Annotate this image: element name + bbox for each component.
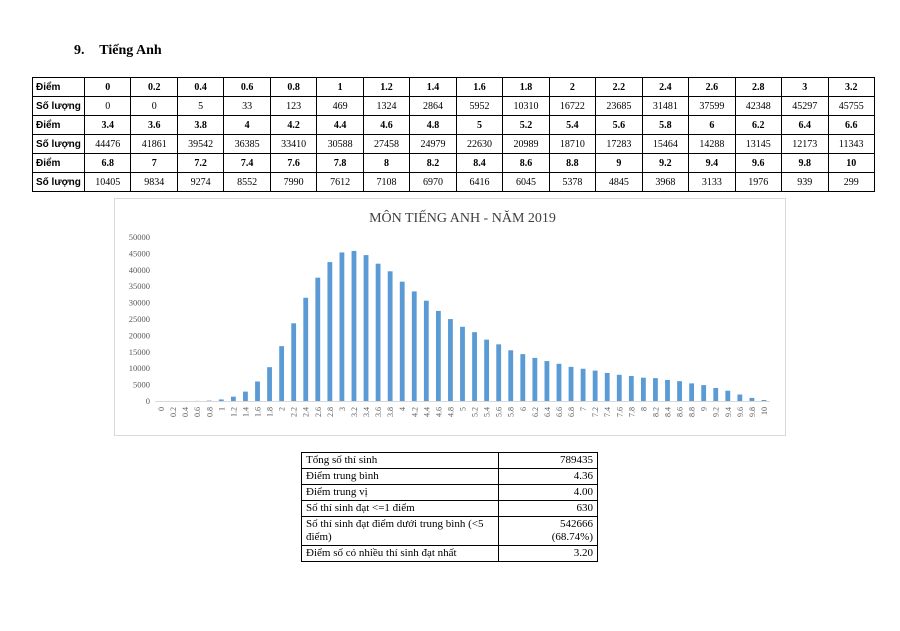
score-cell: 9 — [596, 154, 642, 173]
count-cell: 7108 — [363, 173, 409, 192]
y-tick-label: 0 — [145, 396, 150, 406]
score-histogram-chart — [114, 198, 786, 436]
y-tick-label: 20000 — [128, 330, 150, 341]
x-tick-label: 4.6 — [434, 407, 444, 417]
count-cell: 45755 — [828, 97, 875, 116]
score-row-label: Điểm — [33, 154, 85, 173]
score-cell: 4 — [224, 116, 270, 135]
count-cell: 45297 — [782, 97, 828, 116]
score-cell: 3 — [782, 78, 828, 97]
score-cell: 6.4 — [782, 116, 828, 135]
x-tick-label: 5.6 — [494, 407, 504, 417]
count-cell: 27458 — [363, 135, 409, 154]
bar — [388, 271, 393, 401]
summary-row — [302, 517, 598, 546]
count-cell: 5952 — [456, 97, 502, 116]
score-cell: 3.8 — [177, 116, 223, 135]
x-tick-label: 5.4 — [482, 407, 492, 417]
score-cell: 6.2 — [735, 116, 781, 135]
summary-label: Số thí sinh đạt <=1 điểm — [302, 501, 499, 517]
count-cell: 123 — [270, 97, 316, 116]
score-cell: 2.4 — [642, 78, 688, 97]
bar — [412, 291, 417, 401]
bar — [737, 395, 742, 401]
score-cell: 8 — [363, 154, 409, 173]
count-cell: 18710 — [549, 135, 595, 154]
bar — [448, 319, 453, 401]
count-cell: 0 — [131, 97, 177, 116]
summary-value-main: 4.00 — [573, 486, 593, 498]
bar — [327, 262, 332, 401]
score-cell: 9.8 — [782, 154, 828, 173]
bar — [593, 371, 598, 401]
x-tick-label: 6.2 — [530, 407, 540, 417]
count-cell: 9274 — [177, 173, 223, 192]
count-cell: 16722 — [549, 97, 595, 116]
count-cell: 6045 — [503, 173, 549, 192]
x-tick-label: 0 — [157, 407, 167, 411]
count-cell: 9834 — [131, 173, 177, 192]
chart-title: MÔN TIẾNG ANH - NĂM 2019 — [369, 211, 556, 226]
count-cell: 1324 — [363, 97, 409, 116]
score-row-label: Điểm — [33, 78, 85, 97]
score-cell: 1.2 — [363, 78, 409, 97]
x-tick-label: 1.6 — [253, 407, 263, 417]
x-tick-label: 4 — [398, 407, 408, 411]
bar — [279, 346, 284, 401]
x-tick-label: 0.8 — [205, 407, 215, 417]
x-tick-label: 2.8 — [325, 407, 335, 417]
y-tick-label: 40000 — [128, 264, 150, 275]
summary-row — [302, 501, 598, 517]
count-cell: 14288 — [689, 135, 735, 154]
score-cell: 5 — [456, 116, 502, 135]
bar — [267, 367, 272, 401]
x-tick-label: 9 — [699, 407, 709, 411]
x-tick-label: 8.6 — [675, 407, 685, 417]
count-cell: 5378 — [549, 173, 595, 192]
score-cell: 6 — [689, 116, 735, 135]
summary-value — [499, 469, 598, 485]
score-row — [33, 78, 875, 97]
score-cell: 3.6 — [131, 116, 177, 135]
count-cell: 299 — [828, 173, 875, 192]
bar — [460, 327, 465, 401]
x-tick-label: 7.8 — [627, 407, 637, 417]
x-tick-label: 1.8 — [265, 407, 275, 417]
bar — [219, 399, 224, 401]
count-row — [33, 135, 875, 154]
x-tick-label: 2.4 — [301, 407, 311, 417]
score-cell: 2.2 — [596, 78, 642, 97]
bar — [677, 381, 682, 401]
x-tick-label: 7 — [579, 407, 589, 411]
bar — [484, 340, 489, 401]
count-cell: 33410 — [270, 135, 316, 154]
bar — [520, 354, 525, 401]
score-cell: 7.6 — [270, 154, 316, 173]
summary-value-main: 789435 — [560, 454, 593, 466]
summary-value-main: 542666 — [560, 518, 593, 530]
score-cell: 4.4 — [317, 116, 363, 135]
count-row — [33, 173, 875, 192]
bar — [725, 391, 730, 401]
count-cell: 22630 — [456, 135, 502, 154]
summary-value — [499, 517, 598, 546]
score-cell: 1.4 — [410, 78, 456, 97]
count-cell: 13145 — [735, 135, 781, 154]
score-cell: 1 — [317, 78, 363, 97]
score-cell: 3.4 — [85, 116, 131, 135]
score-cell: 1.6 — [456, 78, 502, 97]
score-cell: 4.8 — [410, 116, 456, 135]
score-row — [33, 154, 875, 173]
score-cell: 8.4 — [456, 154, 502, 173]
count-cell: 23685 — [596, 97, 642, 116]
x-tick-label: 3.4 — [362, 407, 372, 417]
x-tick-label: 2.2 — [289, 407, 299, 417]
count-cell: 44476 — [85, 135, 131, 154]
summary-value-main: 630 — [576, 502, 593, 514]
bar — [665, 380, 670, 401]
summary-value — [499, 453, 598, 469]
x-tick-label: 7.2 — [591, 407, 601, 417]
score-cell: 0.8 — [270, 78, 316, 97]
score-cell: 6.6 — [828, 116, 875, 135]
bar — [581, 369, 586, 401]
x-tick-label: 5.8 — [506, 407, 516, 417]
x-tick-label: 8.2 — [651, 407, 661, 417]
bar — [472, 332, 477, 401]
x-tick-label: 3.8 — [386, 407, 396, 417]
x-tick-label: 7.6 — [615, 407, 625, 417]
count-cell: 8552 — [224, 173, 270, 192]
bar — [340, 252, 345, 401]
count-cell: 4845 — [596, 173, 642, 192]
bar — [496, 344, 501, 401]
bar — [689, 383, 694, 401]
x-tick-label: 1.4 — [241, 407, 251, 417]
x-tick-label: 7.4 — [603, 407, 613, 417]
score-cell: 5.6 — [596, 116, 642, 135]
bar — [545, 361, 550, 401]
score-cell: 7 — [131, 154, 177, 173]
x-tick-label: 0.6 — [193, 407, 203, 417]
score-cell: 9.4 — [689, 154, 735, 173]
x-tick-label: 5 — [458, 407, 468, 411]
y-tick-label: 5000 — [133, 379, 150, 390]
x-tick-label: 1 — [217, 407, 227, 411]
y-tick-label: 50000 — [128, 232, 150, 242]
count-cell: 30588 — [317, 135, 363, 154]
score-cell: 2.8 — [735, 78, 781, 97]
bar — [424, 301, 429, 401]
x-tick-label: 9.2 — [711, 407, 721, 417]
x-tick-label: 3.2 — [349, 407, 359, 417]
score-row-label: Điểm — [33, 116, 85, 135]
count-cell: 7612 — [317, 173, 363, 192]
x-tick-label: 6 — [518, 407, 528, 411]
summary-label: Tổng số thí sinh — [302, 453, 499, 469]
bar — [629, 376, 634, 401]
count-cell: 469 — [317, 97, 363, 116]
x-tick-label: 4.8 — [446, 407, 456, 417]
count-cell: 3968 — [642, 173, 688, 192]
x-tick-label: 3 — [337, 407, 347, 411]
y-tick-label: 35000 — [128, 281, 150, 292]
count-row-label: Số lượng — [33, 97, 85, 116]
summary-stats-table — [301, 452, 598, 562]
bar — [750, 398, 755, 401]
count-cell: 39542 — [177, 135, 223, 154]
summary-row — [302, 469, 598, 485]
y-tick-label: 10000 — [128, 363, 150, 374]
y-tick-label: 30000 — [128, 297, 150, 308]
score-cell: 7.4 — [224, 154, 270, 173]
score-cell: 0 — [85, 78, 131, 97]
chart-svg — [115, 199, 785, 435]
count-cell: 17283 — [596, 135, 642, 154]
score-cell: 7.8 — [317, 154, 363, 173]
y-tick-label: 15000 — [128, 346, 150, 357]
score-cell: 5.8 — [642, 116, 688, 135]
summary-value — [499, 546, 598, 562]
count-cell: 11343 — [828, 135, 875, 154]
bar — [303, 298, 308, 401]
summary-label: Số thí sinh đạt điểm dưới trung bình (<5 điểm) — [302, 517, 499, 546]
score-distribution-table — [32, 77, 875, 192]
x-tick-label: 4.4 — [422, 407, 432, 417]
score-cell: 9.2 — [642, 154, 688, 173]
x-tick-label: 8.4 — [663, 407, 673, 417]
count-cell: 10310 — [503, 97, 549, 116]
bar — [243, 392, 248, 401]
x-tick-label: 6.6 — [554, 407, 564, 417]
bar — [557, 364, 562, 401]
score-cell: 4.2 — [270, 116, 316, 135]
bar — [713, 388, 718, 401]
bar — [701, 385, 706, 401]
score-cell: 5.2 — [503, 116, 549, 135]
summary-value-percent: (68.74%) — [551, 531, 593, 543]
section-heading — [74, 43, 162, 59]
x-tick-label: 6.8 — [567, 407, 577, 417]
x-tick-label: 5.2 — [470, 407, 480, 417]
bar — [508, 350, 513, 401]
x-tick-label: 0.4 — [181, 407, 191, 417]
summary-value — [499, 485, 598, 501]
x-tick-label: 10 — [759, 407, 769, 415]
count-cell: 36385 — [224, 135, 270, 154]
score-cell: 6.8 — [85, 154, 131, 173]
count-cell: 0 — [85, 97, 131, 116]
bar — [231, 397, 236, 401]
x-tick-label: 8 — [639, 407, 649, 411]
section-number: 9. — [74, 43, 85, 58]
bar — [352, 251, 357, 401]
bar — [315, 278, 320, 401]
count-cell: 37599 — [689, 97, 735, 116]
bar — [255, 381, 260, 401]
x-tick-label: 2.6 — [313, 407, 323, 417]
score-cell: 4.6 — [363, 116, 409, 135]
bar — [617, 375, 622, 401]
score-cell: 10 — [828, 154, 875, 173]
count-cell: 20989 — [503, 135, 549, 154]
x-tick-label: 0.2 — [169, 407, 179, 417]
summary-label: Điểm trung vị — [302, 485, 499, 501]
bar — [653, 378, 658, 401]
summary-label: Điểm số có nhiều thí sinh đạt nhất — [302, 546, 499, 562]
score-cell: 7.2 — [177, 154, 223, 173]
x-tick-label: 4.2 — [410, 407, 420, 417]
count-cell: 7990 — [270, 173, 316, 192]
summary-row — [302, 546, 598, 562]
bar — [364, 255, 369, 401]
bar — [569, 367, 574, 401]
count-cell: 3133 — [689, 173, 735, 192]
bar — [436, 311, 441, 401]
count-cell: 41861 — [131, 135, 177, 154]
count-cell: 15464 — [642, 135, 688, 154]
count-cell: 31481 — [642, 97, 688, 116]
count-row-label: Số lượng — [33, 135, 85, 154]
count-cell: 10405 — [85, 173, 131, 192]
summary-value — [499, 501, 598, 517]
count-cell: 24979 — [410, 135, 456, 154]
x-tick-label: 9.8 — [747, 407, 757, 417]
score-cell: 8.6 — [503, 154, 549, 173]
score-cell: 9.6 — [735, 154, 781, 173]
summary-row — [302, 453, 598, 469]
bar — [532, 358, 537, 401]
y-tick-label: 25000 — [128, 314, 150, 324]
score-cell: 2.6 — [689, 78, 735, 97]
bar — [376, 264, 381, 401]
score-cell: 3.2 — [828, 78, 875, 97]
count-row — [33, 97, 875, 116]
score-cell: 8.2 — [410, 154, 456, 173]
x-tick-label: 1.2 — [229, 407, 239, 417]
count-row-label: Số lượng — [33, 173, 85, 192]
count-cell: 6416 — [456, 173, 502, 192]
summary-row — [302, 485, 598, 501]
score-cell: 8.8 — [549, 154, 595, 173]
score-row — [33, 116, 875, 135]
count-cell: 2864 — [410, 97, 456, 116]
summary-label: Điểm trung bình — [302, 469, 499, 485]
bar — [762, 400, 767, 401]
y-tick-label: 45000 — [128, 248, 150, 259]
x-tick-label: 6.4 — [542, 407, 552, 417]
bar — [291, 323, 296, 401]
x-tick-label: 8.8 — [687, 407, 697, 417]
score-cell: 1.8 — [503, 78, 549, 97]
summary-value-main: 3.20 — [573, 547, 593, 559]
count-cell: 42348 — [735, 97, 781, 116]
score-cell: 0.2 — [131, 78, 177, 97]
score-cell: 0.4 — [177, 78, 223, 97]
bar — [400, 282, 405, 401]
count-cell: 5 — [177, 97, 223, 116]
x-tick-label: 3.6 — [374, 407, 384, 417]
x-tick-label: 2 — [277, 407, 287, 411]
score-cell: 0.6 — [224, 78, 270, 97]
count-cell: 33 — [224, 97, 270, 116]
count-cell: 939 — [782, 173, 828, 192]
count-cell: 12173 — [782, 135, 828, 154]
bar — [605, 373, 610, 401]
summary-value-main: 4.36 — [573, 470, 593, 482]
score-cell: 2 — [549, 78, 595, 97]
x-tick-label: 9.6 — [735, 407, 745, 417]
score-cell: 5.4 — [549, 116, 595, 135]
x-tick-label: 9.4 — [723, 407, 733, 417]
count-cell: 6970 — [410, 173, 456, 192]
count-cell: 1976 — [735, 173, 781, 192]
bar — [641, 378, 646, 401]
section-title: Tiếng Anh — [99, 43, 162, 58]
